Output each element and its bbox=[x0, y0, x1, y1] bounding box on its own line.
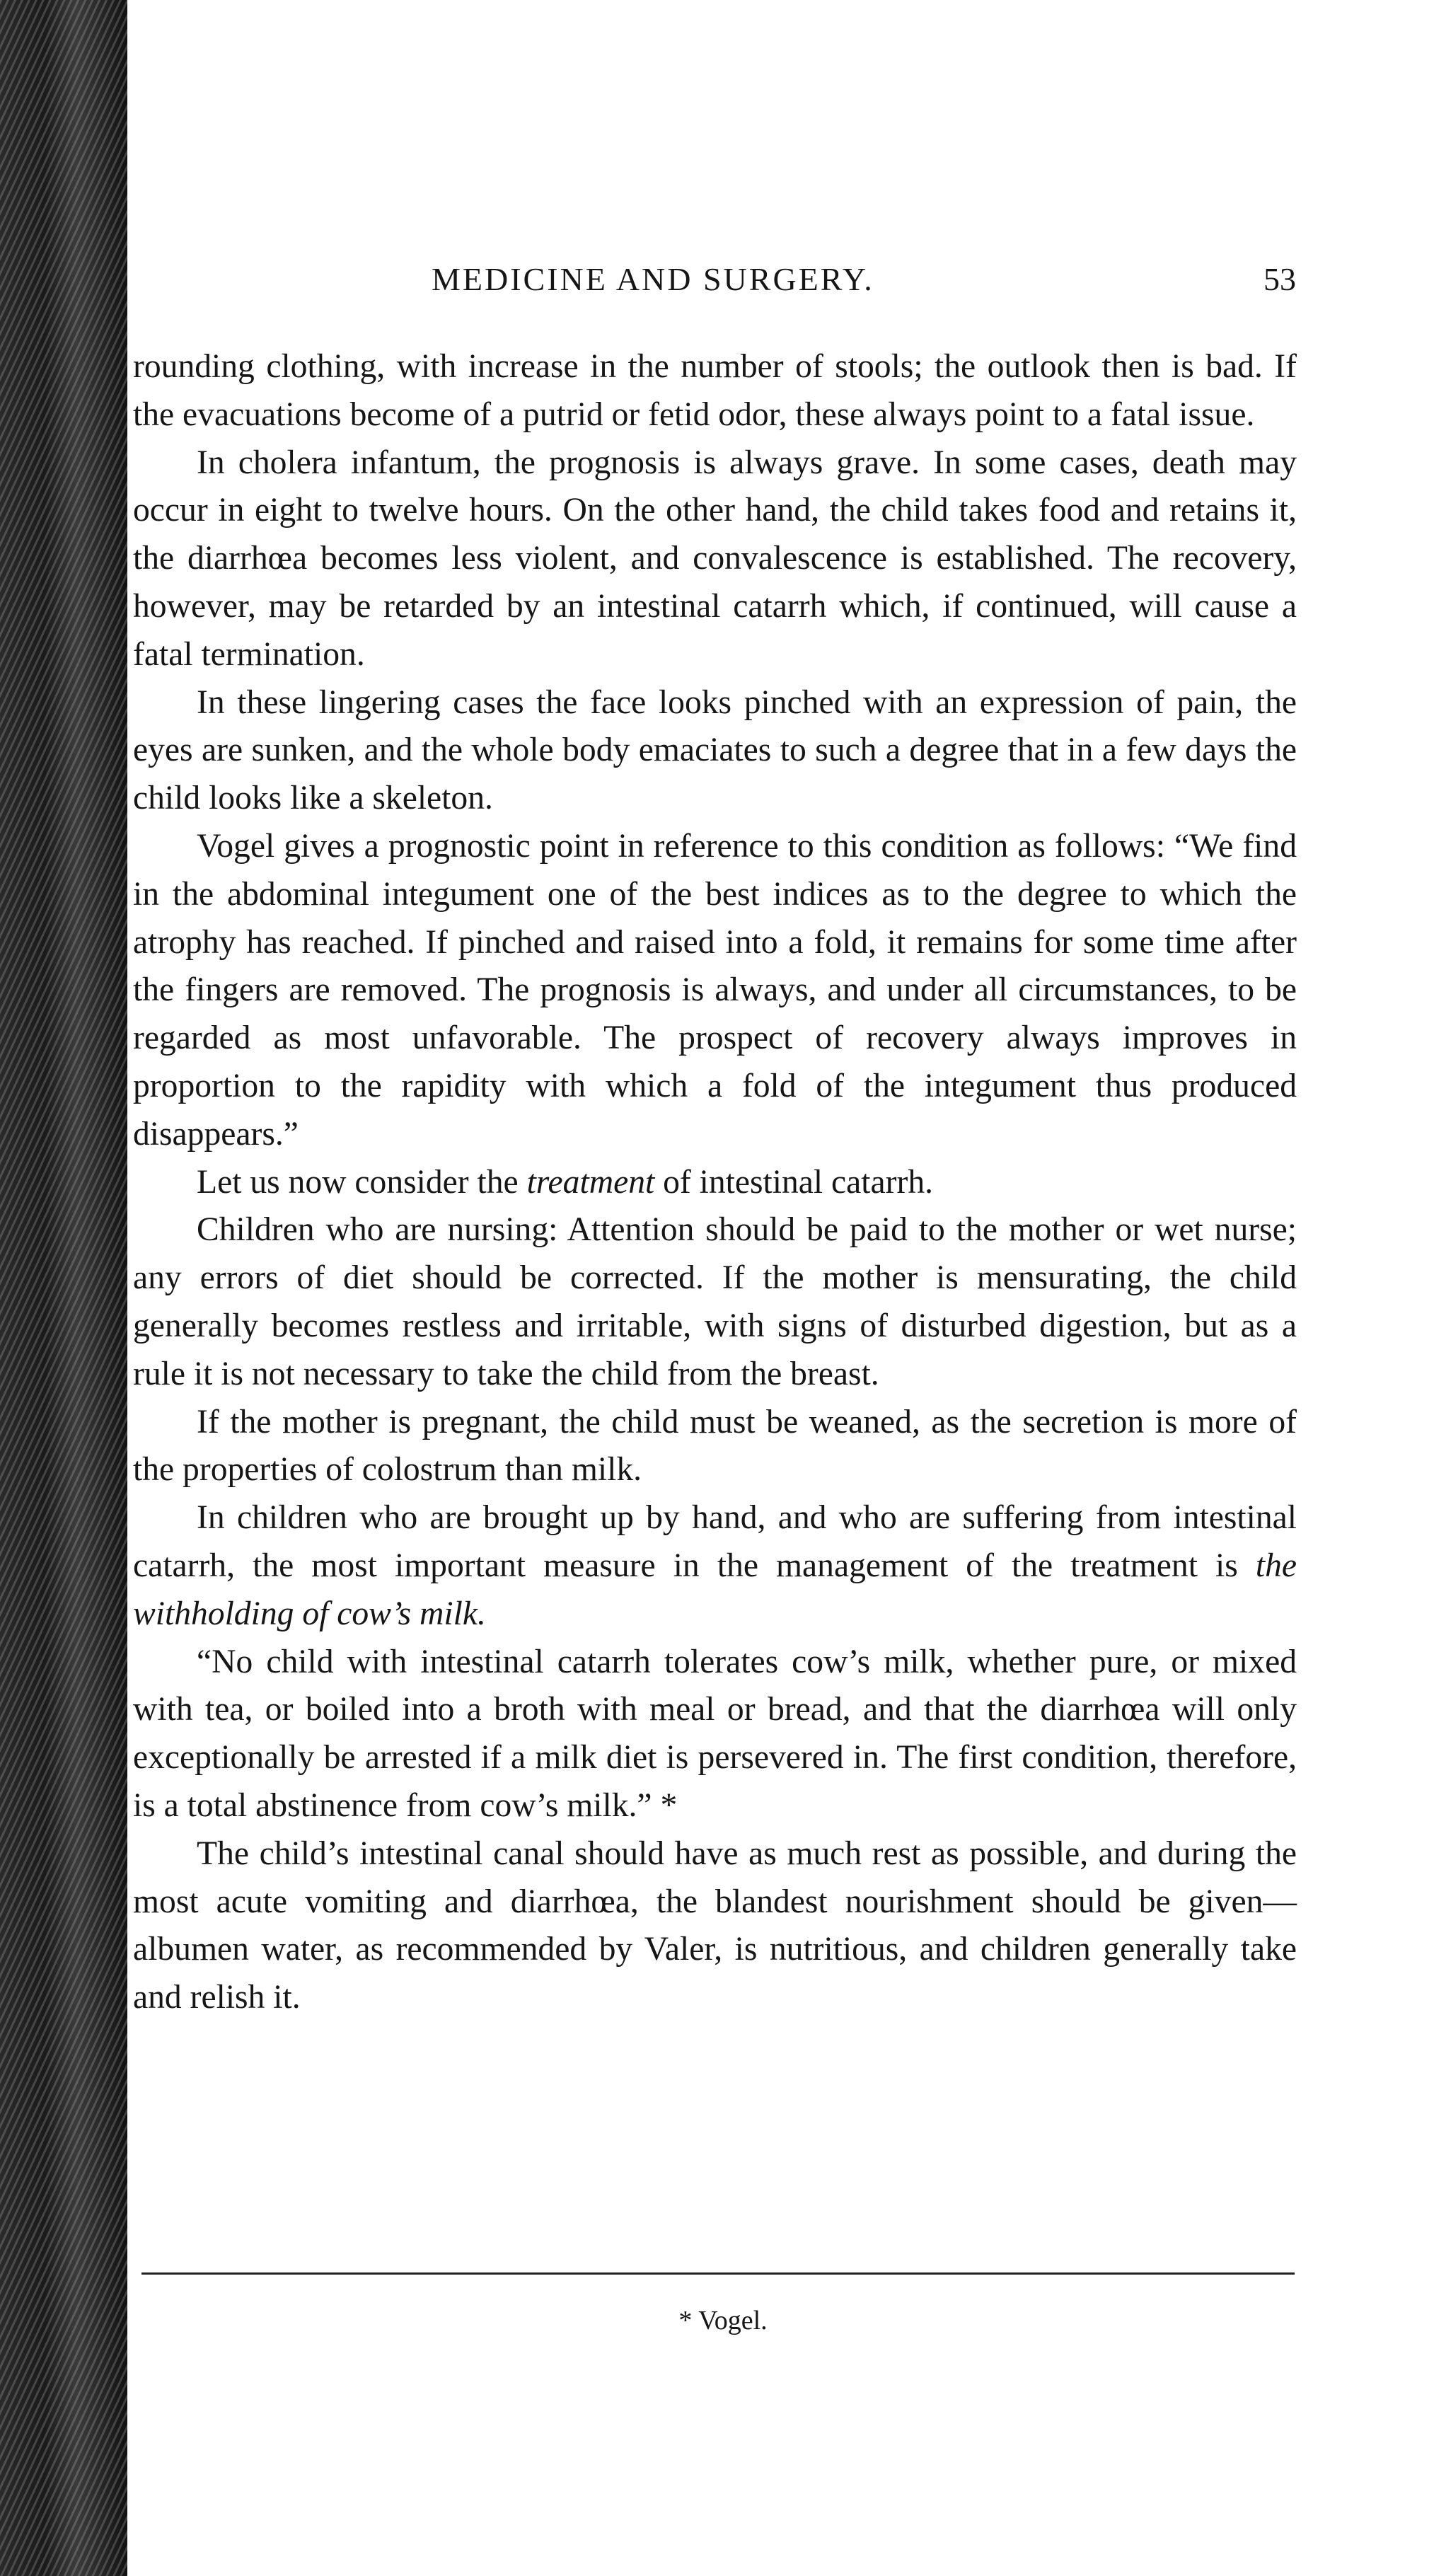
page-number: 53 bbox=[1263, 261, 1296, 297]
footnote-rule bbox=[141, 2272, 1295, 2275]
italic-term: treatment bbox=[526, 1163, 655, 1201]
paragraph: Vogel gives a prognostic point in reference to this condition as follows: “We find in the abdominal integument one of the best indices as to the degree to which the atrophy has reached. If pinched and raised into a fold, it remains for some time after the fingers are removed. The prognosis is always, and under all circumstances, to be regarded as most unfavorable. The prospect of recovery always improves in proportion to the rapidity with which a fold of the integument thus produced disappears.” bbox=[133, 827, 1297, 1153]
paragraph: If the mother is pregnant, the child must be weaned, as the secretion is more of the properties of colostrum than milk. bbox=[133, 1403, 1297, 1489]
paragraph-quote: “No child with intestinal catarrh tolerates cow’s milk, whether pure, or mixed with tea, or boiled into a broth with meal or bread, and that the diarrhœa will only exceptionally be arrested if a milk diet is persevered in. The first condition, therefore, is a total abstinence from cow’s milk.” * bbox=[133, 1643, 1297, 1824]
text-run: of intestinal catarrh. bbox=[654, 1163, 934, 1201]
running-head: MEDICINE AND SURGERY. bbox=[432, 261, 874, 297]
paragraph: rounding clothing, with increase in the number of stools; the outlook then is bad. If the evacuations become of a putrid or fetid odor, these always point to a fatal issue. bbox=[133, 348, 1297, 433]
italic-phrase: the withholding of cow’s milk. bbox=[133, 1547, 1297, 1632]
paragraph: In these lingering cases the face looks pinched with an expression of pain, the eyes are sunken, and the whole body emaciates to such a degree that in a few days the child looks like a skeleton. bbox=[133, 683, 1297, 817]
body-text bbox=[133, 343, 1297, 2022]
text-run: In children who are brought up by hand, and who are suffering from intestinal catarrh, the most important measure in the management of the treatment is bbox=[133, 1499, 1297, 1584]
paragraph bbox=[133, 1159, 1297, 1207]
paragraph: The child’s intestinal canal should have as much rest as possible, and during the most acute vomiting and diarrhœa, the blandest nourishment should be given—albumen water, as recommended by Valer, is nutritious, and children generally take and relish it. bbox=[133, 1835, 1297, 2016]
paragraph bbox=[133, 1494, 1297, 1638]
page-header bbox=[432, 260, 1296, 310]
text-run: Let us now consider the bbox=[197, 1163, 527, 1201]
book-binding-shadow bbox=[0, 0, 127, 2576]
footnote: * Vogel. bbox=[678, 2306, 768, 2335]
paragraph: Children who are nursing: Attention should be paid to the mother or wet nurse; any errors of diet should be corrected. If the mother is mensurating, the child generally becomes restless and irritable, with signs of disturbed digestion, but as a rule it is not necessary to take the child from the breast. bbox=[133, 1211, 1297, 1392]
paragraph: In cholera infantum, the prognosis is always grave. In some cases, death may occur in eight to twelve hours. On the other hand, the child takes food and retains it, the diarrhœa becomes less violent, and convalescence is established. The recovery, however, may be retarded by an intestinal catarrh which, if continued, will cause a fatal termination. bbox=[133, 444, 1297, 673]
